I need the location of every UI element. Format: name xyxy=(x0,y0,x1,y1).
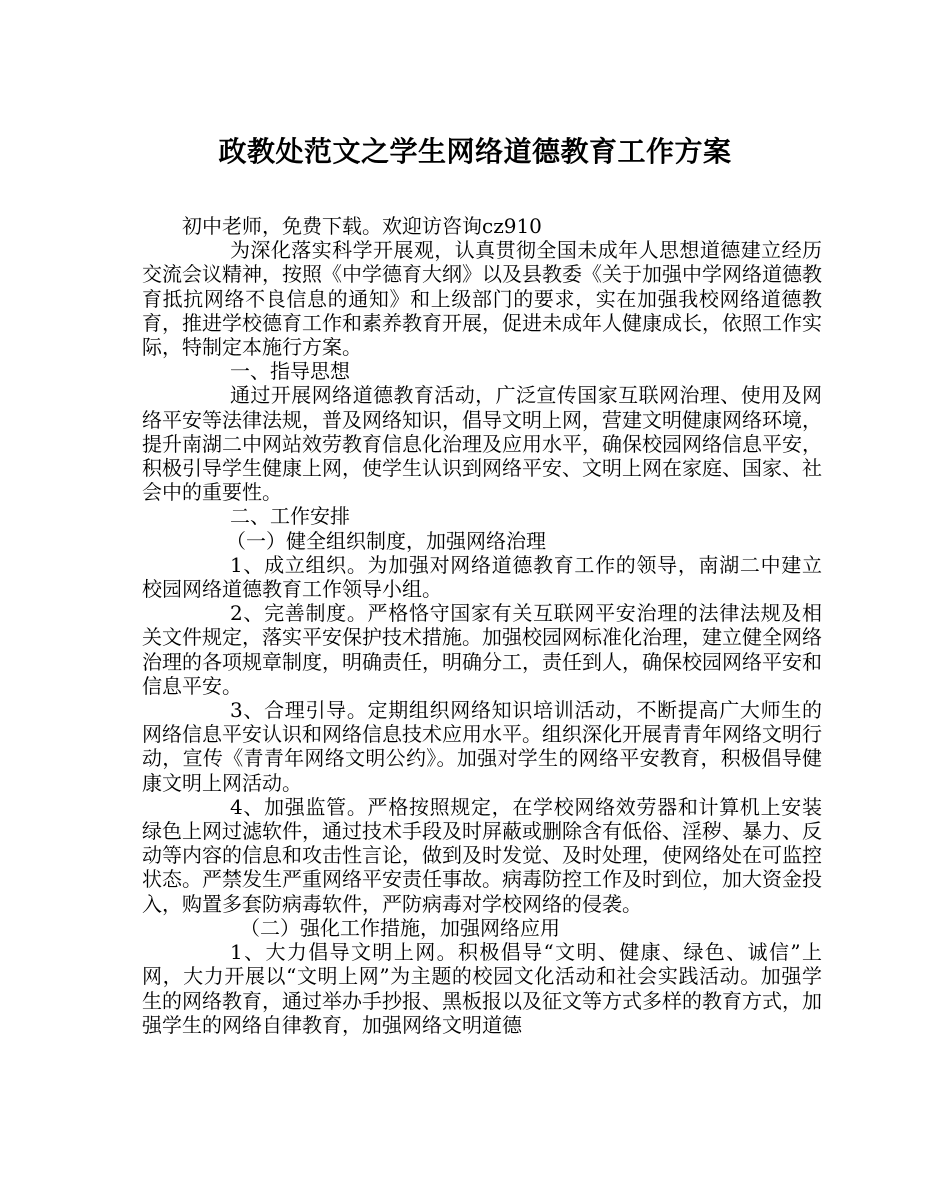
subsection-heading-organization: （一）健全组织制度，加强网络治理 xyxy=(226,528,546,553)
paragraph-item-supervision: 4、加强监管。严格按照规定，在学校网络效劳器和计算机上安装绿色上网过滤软件，通过技术手段及时屏蔽或删除含有低俗、淫秽、暴力、反动等内容的信息和攻击性言论，做到及时发觉、及时处理，使网络处在可监控状态。严禁发生严重网络平安责任事故。病毒防控工作及时到位，加大资金投入，购置多套防病毒软件，严防病毒对学校网络的侵袭。 xyxy=(142,794,822,916)
section-heading-guiding-ideology: 一、指导思想 xyxy=(230,359,350,384)
paragraph-guiding-ideology: 通过开展网络道德教育活动，广泛宣传国家互联网治理、使用及网络平安等法律法规，普及网络知识，倡导文明上网，营建文明健康网络环境，提升南湖二中网站效劳教育信息化治理及应用水平，确保校园网络信息平安，积极引导学生健康上网，使学生认识到网络平安、文明上网在家庭、国家、社会中的重要性。 xyxy=(142,383,822,505)
subsection-heading-measures: （二）强化工作措施，加强网络应用 xyxy=(240,915,560,940)
paragraph-item-civilized-internet: 1、大力倡导文明上网。积极倡导“文明、健康、绿色、诚信”上网，大力开展以“文明上网”为主题的校园文化活动和社会实践活动。加强学生的网络教育，通过举办手抄报、黑板报以及征文等方式多样的教育方式，加强学生的网络自律教育，加强网络文明道德 xyxy=(142,940,822,1037)
paragraph-preface: 为深化落实科学开展观，认真贯彻全国未成年人思想道德建立经历交流会议精神，按照《中学德育大纲》以及县教委《关于加强中学网络道德教育抵抗网络不良信息的通知》和上级部门的要求，实在加强我校网络道德教育，推进学校德育工作和素养教育开展，促进未成年人健康成长，依照工作实际，特制定本施行方案。 xyxy=(142,238,822,360)
paragraph-item-improve-system: 2、完善制度。严格恪守国家有关互联网平安治理的法律法规及相关文件规定，落实平安保护技术措施。加强校园网标准化治理，建立健全网络治理的各项规章制度，明确责任，明确分工，责任到人，确保校园网络平安和信息平安。 xyxy=(142,601,822,698)
section-heading-work-arrangement: 二、工作安排 xyxy=(230,504,350,529)
intro-line: 初中老师，免费下载。欢迎访咨询cz910 xyxy=(182,214,542,238)
paragraph-item-guidance: 3、合理引导。定期组织网络知识培训活动，不断提高广大师生的网络信息平安认识和网络信息技术应用水平。组织深化开展青青年网络文明行动，宣传《青青年网络文明公约》。加强对学生的网络平安教育，积极倡导健康文明上网活动。 xyxy=(142,698,822,795)
paragraph-item-establish-organization: 1、成立组织。为加强对网络道德教育工作的领导，南湖二中建立校园网络道德教育工作领导小组。 xyxy=(142,552,822,602)
document-title: 政教处范文之学生网络道德教育工作方案 xyxy=(218,135,732,168)
document-body xyxy=(142,214,822,1037)
